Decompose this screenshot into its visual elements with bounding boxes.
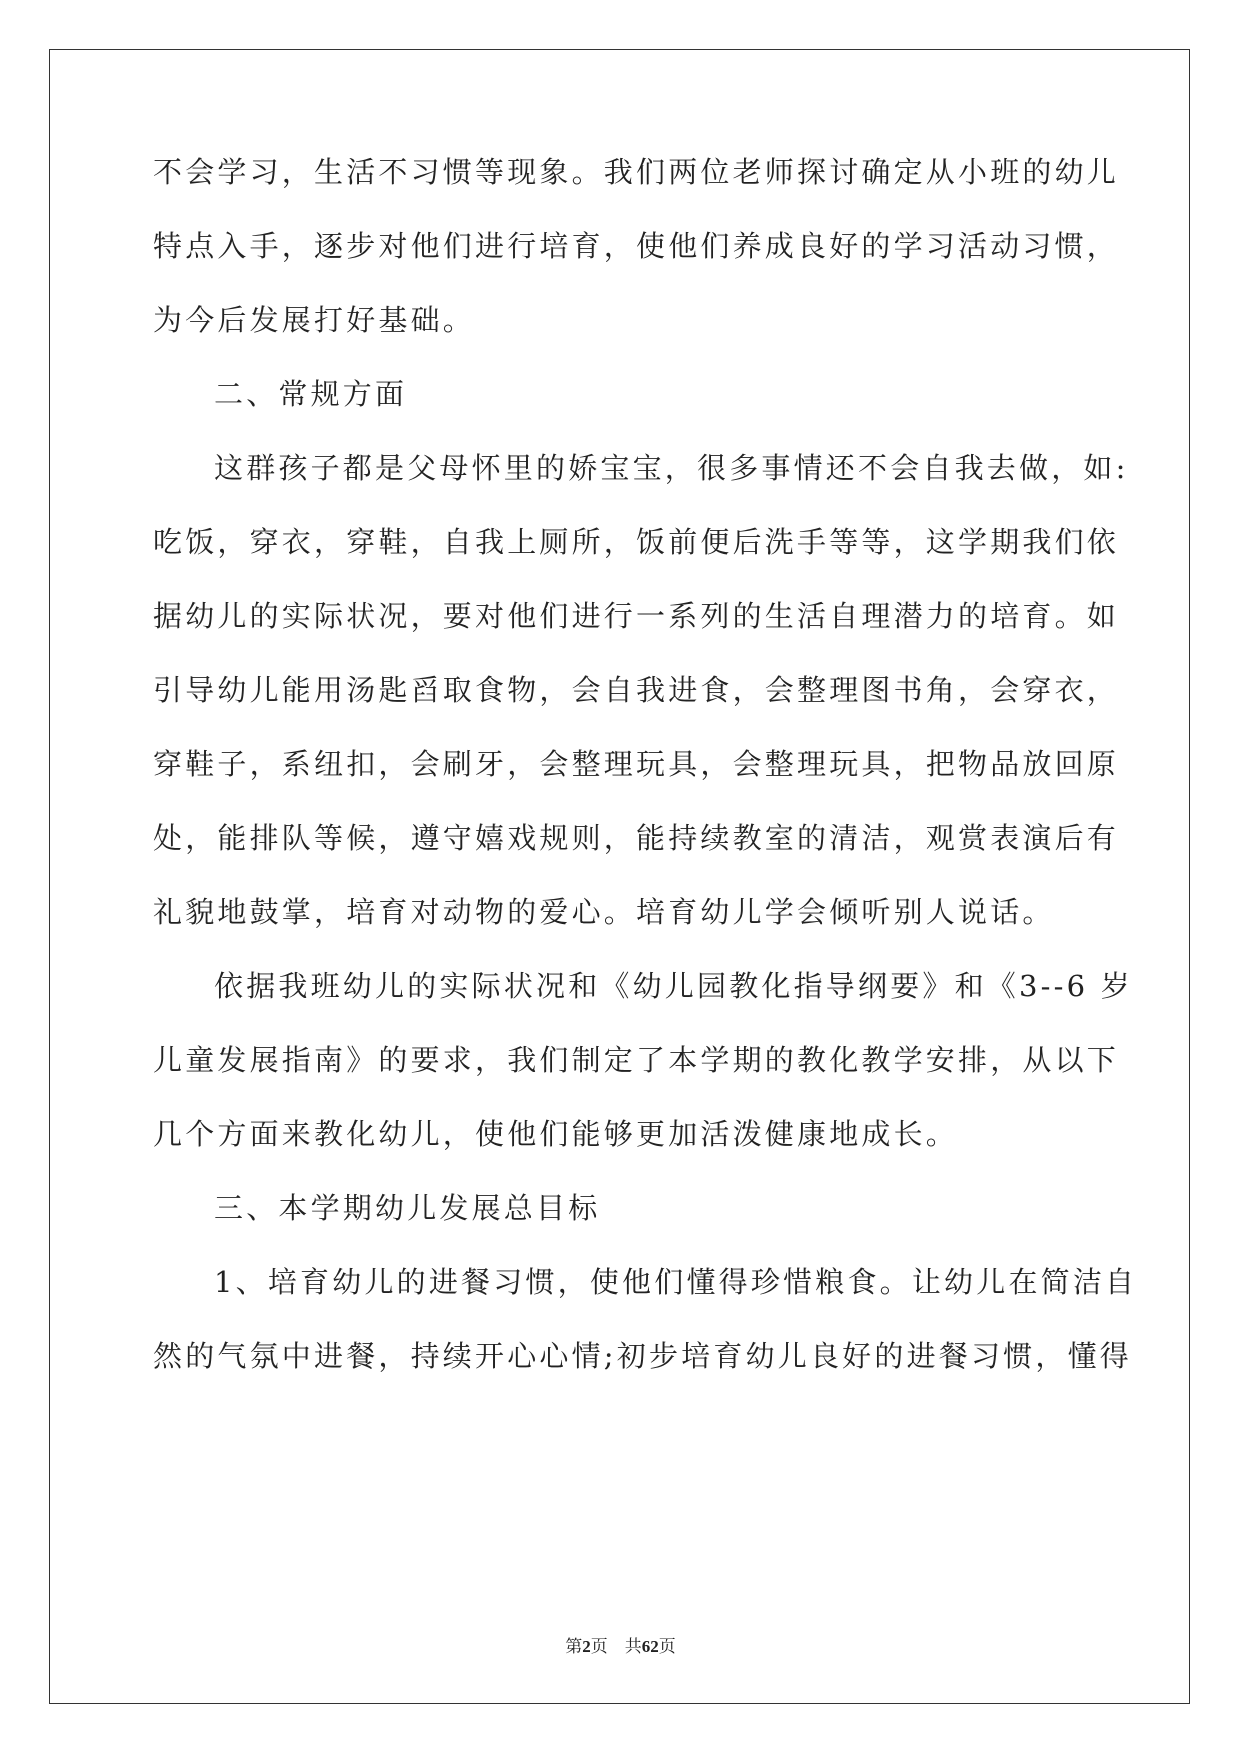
text-line: 穿鞋子，系纽扣，会刷牙，会整理玩具，会整理玩具，把物品放回原 bbox=[153, 747, 1120, 781]
current-page: 2 bbox=[582, 1637, 591, 1656]
text-line: 不会学习，生活不习惯等现象。我们两位老师探讨确定从小班的幼儿 bbox=[153, 155, 1120, 189]
text-line: 特点入手，逐步对他们进行培育，使他们养成良好的学习活动习惯， bbox=[153, 229, 1120, 263]
text-line: 然的气氛中进餐，持续开心心情;初步培育幼儿良好的进餐习惯，懂得 bbox=[153, 1339, 1132, 1373]
page-number-footer bbox=[0, 1632, 1241, 1657]
footer-prefix: 第 bbox=[565, 1637, 583, 1656]
total-pages: 62 bbox=[641, 1637, 659, 1656]
text-line: 礼貌地鼓掌，培育对动物的爱心。培育幼儿学会倾听别人说话。 bbox=[153, 895, 1055, 929]
section-heading: 三、本学期幼儿发展总目标 bbox=[214, 1191, 601, 1225]
section-heading: 二、常规方面 bbox=[214, 377, 408, 411]
text-line: 1、培育幼儿的进餐习惯，使他们懂得珍惜粮食。让幼儿在简洁自 bbox=[214, 1265, 1138, 1299]
text-line: 为今后发展打好基础。 bbox=[153, 303, 476, 337]
footer-suffix: 页 bbox=[658, 1637, 676, 1656]
text-line: 依据我班幼儿的实际状况和《幼儿园教化指导纲要》和《3--6 岁 bbox=[214, 969, 1133, 1003]
text-line: 几个方面来教化幼儿，使他们能够更加活泼健康地成长。 bbox=[153, 1117, 959, 1151]
text-line: 据幼儿的实际状况，要对他们进行一系列的生活自理潜力的培育。如 bbox=[153, 599, 1120, 633]
text-line: 引导幼儿能用汤匙舀取食物，会自我进食，会整理图书角，会穿衣， bbox=[153, 673, 1120, 707]
text-line: 这群孩子都是父母怀里的娇宝宝，很多事情还不会自我去做，如: bbox=[214, 451, 1129, 485]
text-line: 处，能排队等候，遵守嬉戏规则，能持续教室的清洁，观赏表演后有 bbox=[153, 821, 1120, 855]
footer-middle: 页 共 bbox=[590, 1637, 642, 1656]
text-line: 吃饭，穿衣，穿鞋，自我上厕所，饭前便后洗手等等，这学期我们依 bbox=[153, 525, 1120, 559]
page-border bbox=[49, 49, 1190, 1704]
text-line: 儿童发展指南》的要求，我们制定了本学期的教化教学安排，从以下 bbox=[153, 1043, 1120, 1077]
